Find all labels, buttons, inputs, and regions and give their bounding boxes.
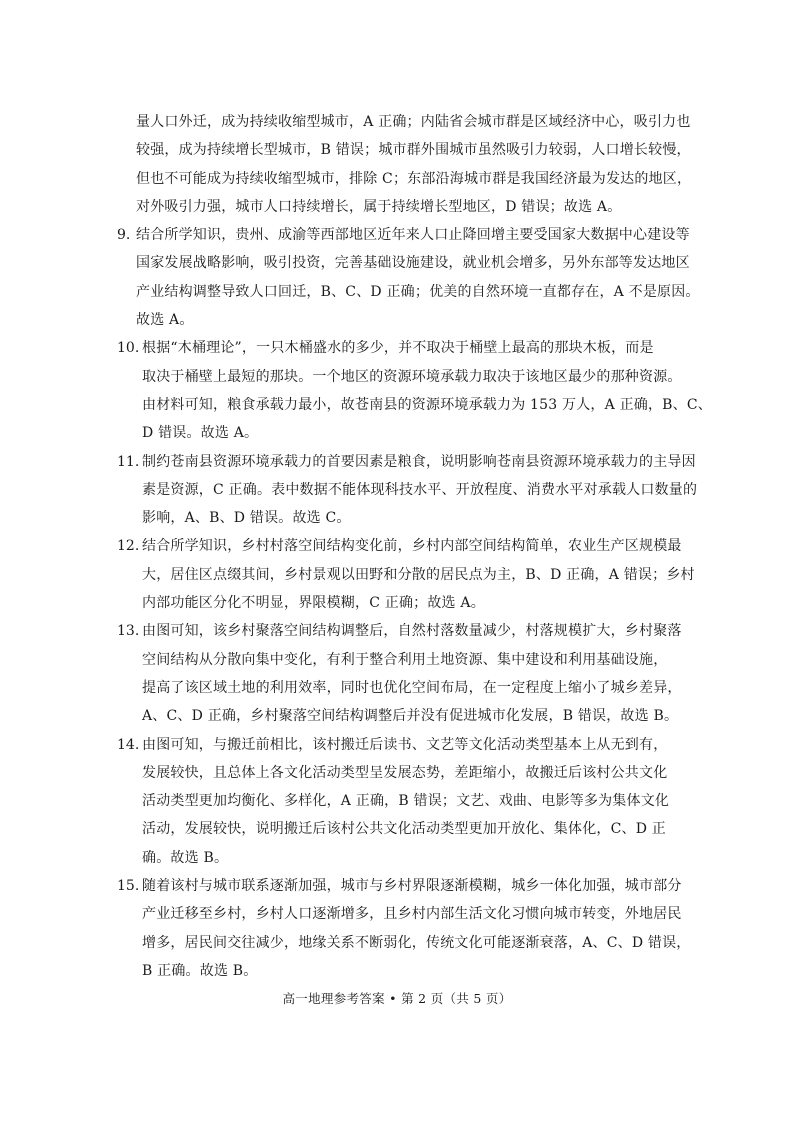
answer-line: 由图可知，该乡村聚落空间结构调整后，自然村落数量减少，村落规模扩大，乡村聚落 xyxy=(142,623,682,640)
answer-line: 提高了该区域土地的利用效率，同时也优化空间布局，在一定程度上缩小了城乡差异， xyxy=(142,679,682,696)
answer-line: 取决于桶壁上最短的那块。一个地区的资源环境承载力取决于该地区最少的那种资源。 xyxy=(142,368,682,385)
answer-line: D 错误。故选 A。 xyxy=(142,425,259,442)
continuation-line: 量人口外迁，成为持续收缩型城市，A 正确；内陆省会城市群是区域经济中心，吸引力也 xyxy=(136,114,691,130)
answer-line: 故选 A。 xyxy=(136,312,194,329)
continuation-line: 较强，成为持续增长型城市，B 错误；城市群外围城市虽然吸引力较弱，人口增长较慢， xyxy=(136,142,691,159)
answer-line: 空间结构从分散向集中变化，有利于整合利用土地资源、集中建设和利用基础设施， xyxy=(142,651,668,668)
answer-line: 素是资源，C 正确。表中数据不能体现科技水平、开放程度、消费水平对承载人口数量的 xyxy=(142,481,698,498)
answer-content xyxy=(117,108,712,985)
answer-line: 产业迁移至乡村，乡村人口逐渐增多，且乡村内部生活文化习惯向城市转变，外地居民 xyxy=(142,906,682,923)
answer-line: 产业结构调整导致人口回迁，B、C、D 正确；优美的自然环境一直都存在，A 不是原因。 xyxy=(136,283,700,300)
answer-line: 发展较快，且总体上各文化活动类型呈发展态势，差距缩小，故搬迁后该村公共文化 xyxy=(142,764,668,781)
continuation-paragraph xyxy=(117,108,692,221)
answer-line: 由图可知，与搬迁前相比，该村搬迁后读书、文艺等文化活动类型基本上从无到有， xyxy=(142,736,668,753)
answer-item xyxy=(117,448,698,533)
continuation-line: 但也不可能成为持续收缩型城市，排除 C；东部沿海城市群是我国经济最为发达的地区， xyxy=(136,170,692,187)
continuation-line: 对外吸引力强，城市人口持续增长，属于持续增长型地区，D 错误；故选 A。 xyxy=(136,198,622,215)
answer-item xyxy=(117,334,712,447)
answer-list xyxy=(117,221,712,985)
answer-line: 活动类型更加均衡化、多样化，A 正确，B 错误；文艺、戏曲、电影等多为集体文化 xyxy=(142,793,670,810)
answer-item xyxy=(117,532,695,617)
answer-line: 确。故选 B。 xyxy=(142,849,229,866)
answer-line: 根据“木桶理论”，一只木桶盛水的多少，并不取决于桶壁上最高的那块木板，而是 xyxy=(142,340,654,357)
answer-item xyxy=(117,617,682,730)
answer-line: 内部功能区分化不明显，界限模糊，C 正确；故选 A。 xyxy=(142,595,485,612)
answer-number: 12. xyxy=(117,538,140,555)
answer-number: 14. xyxy=(117,736,140,753)
answer-line: 增多，居民间交往减少，地缘关系不断弱化，传统文化可能逐渐衰落，A、C、D 错误， xyxy=(142,934,691,951)
answer-number: 15. xyxy=(117,878,140,895)
answer-line: B 正确。故选 B。 xyxy=(142,962,258,979)
answer-line: A、C、D 正确，乡村聚落空间结构调整后并没有促进城市化发展，B 错误，故选 B。 xyxy=(142,708,679,725)
answer-line: 制约苍南县资源环境承载力的首要因素是粮食，说明影响苍南县资源环境承载力的主导因 xyxy=(142,453,696,470)
answer-line: 结合所学知识，贵州、成渝等西部地区近年来人口止降回增主要受国家大数据中心建设等 xyxy=(136,227,690,244)
answer-line: 影响，A、B、D 错误。故选 C。 xyxy=(142,510,351,527)
answer-item xyxy=(117,872,691,985)
answer-line: 大，居住区点缀其间，乡村景观以田野和分散的居民点为主，B、D 正确，A 错误；乡村 xyxy=(142,566,695,583)
answer-line: 国家发展战略影响，吸引投资，完善基础设施建设，就业机会增多，另外东部等发达地区 xyxy=(136,255,690,272)
answer-number: 10. xyxy=(117,340,140,357)
answer-line: 结合所学知识，乡村村落空间结构变化前，乡村内部空间结构简单，农业生产区规模最 xyxy=(142,538,682,555)
answer-number: 13. xyxy=(117,623,140,640)
answer-line: 由材料可知，粮食承载力最小，故苍南县的资源环境承载力为 153 万人，A 正确，B、C、 xyxy=(142,396,712,413)
answer-line: 随着该村与城市联系逐渐加强，城市与乡村界限逐渐模糊，城乡一体化加强，城市部分 xyxy=(142,878,682,895)
answer-number: 11. xyxy=(117,453,140,470)
answer-number: 9. xyxy=(117,227,131,244)
answer-item xyxy=(117,731,677,872)
answer-line: 活动，发展较快，说明搬迁后该村公共文化活动类型更加开放化、集体化，C、D 正 xyxy=(142,821,666,838)
answer-item xyxy=(117,221,700,334)
page-footer: 高一地理参考答案 • 第 2 页（共 5 页） xyxy=(282,991,512,1006)
